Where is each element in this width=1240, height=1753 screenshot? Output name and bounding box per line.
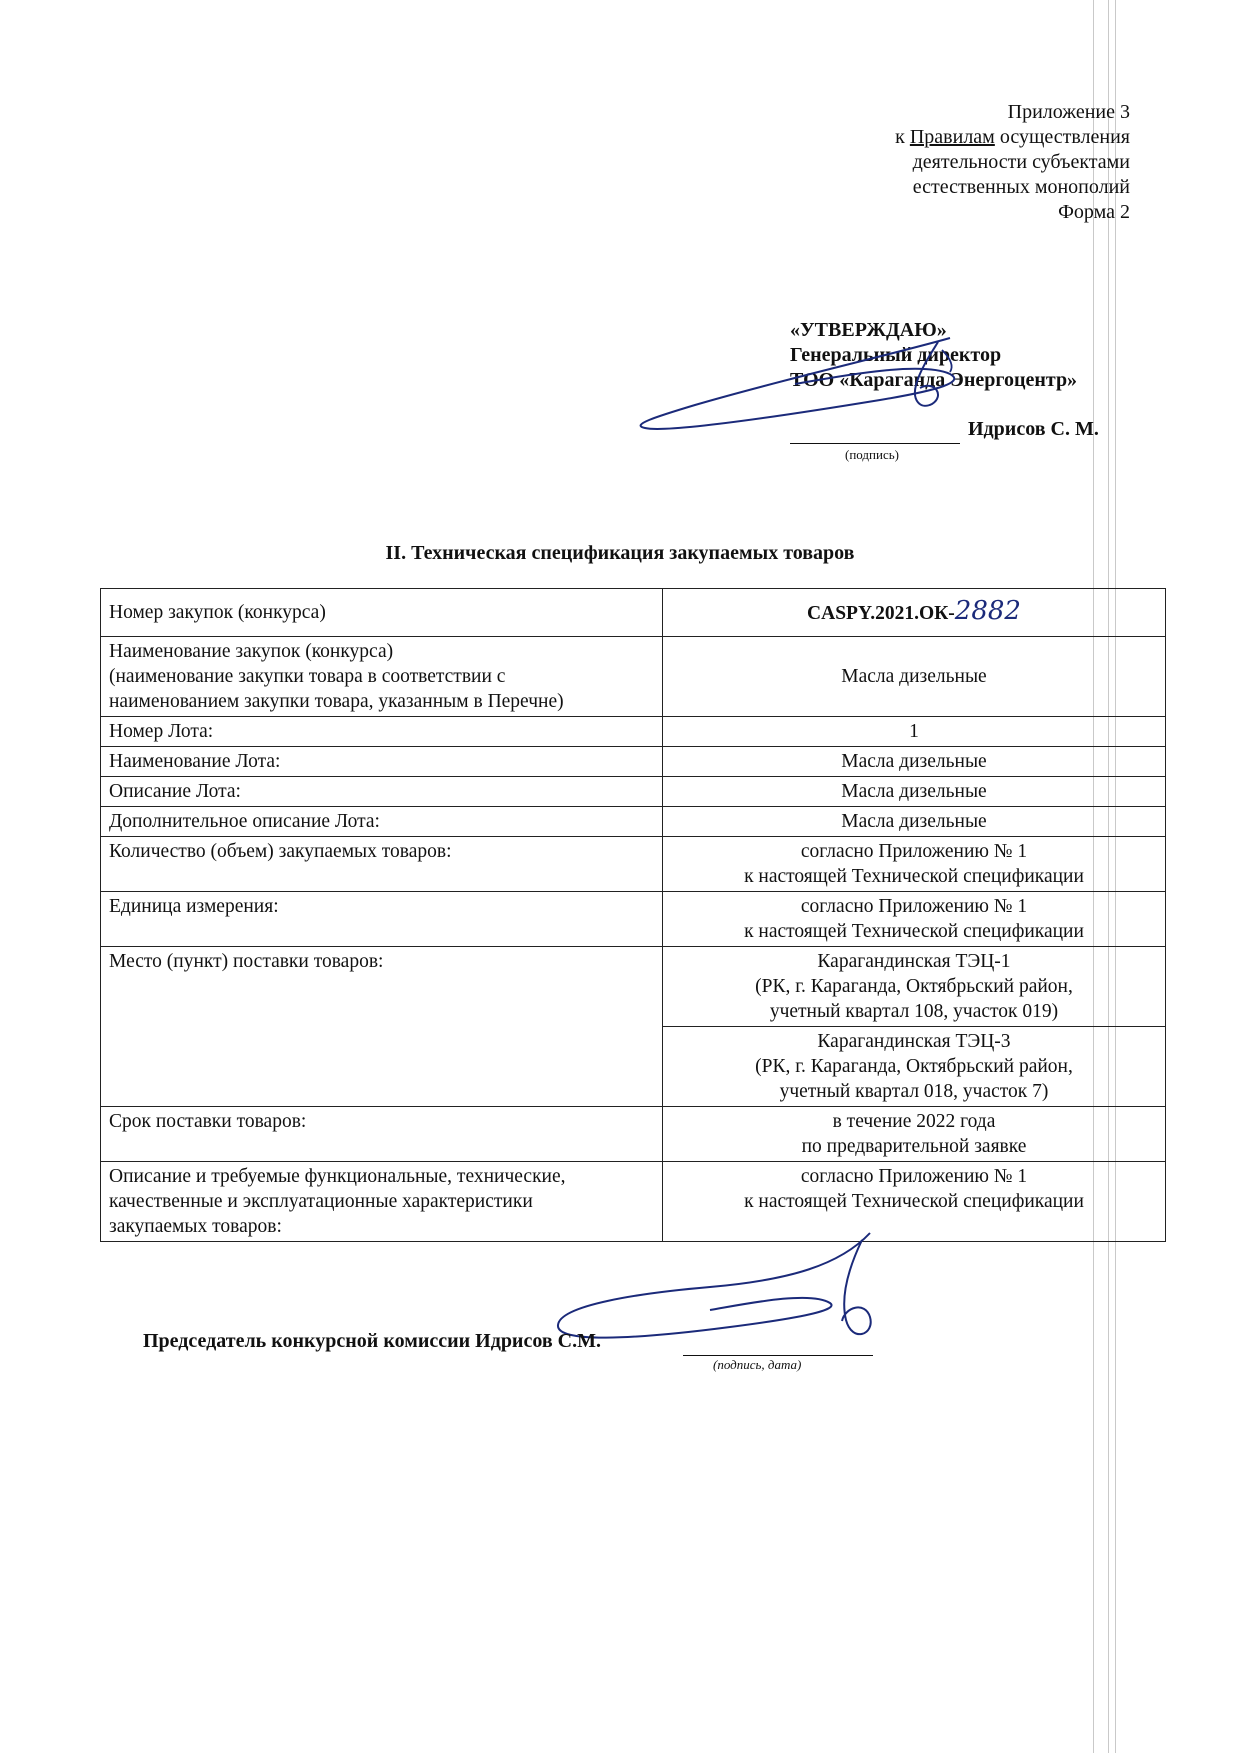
value-line: Карагандинская ТЭЦ-3 bbox=[817, 1031, 1011, 1052]
delivery-place-2 bbox=[663, 1027, 1166, 1107]
appendix-line-4: естественных монополий bbox=[912, 176, 1130, 198]
procurement-handwritten-number: 2882 bbox=[954, 596, 1021, 626]
table-row bbox=[101, 777, 1166, 807]
value-line: к настоящей Технической спецификации bbox=[744, 1191, 1084, 1212]
form-number: Форма 2 bbox=[1058, 201, 1130, 223]
row-value bbox=[663, 892, 1166, 947]
row-value bbox=[663, 837, 1166, 892]
value-line: согласно Приложению № 1 bbox=[800, 896, 1028, 917]
procurement-number bbox=[663, 589, 1166, 637]
table-row bbox=[101, 747, 1166, 777]
row-label: Описание Лота: bbox=[101, 777, 663, 807]
label-line: наименованием закупки товара, указанным в Перечне) bbox=[109, 691, 564, 712]
director-name: Идрисов С. М. bbox=[968, 418, 1099, 440]
chairman-line: Председатель конкурсной комиссии Идрисов С.М. bbox=[143, 1330, 601, 1352]
row-label: Наименование Лота: bbox=[101, 747, 663, 777]
value-line: к настоящей Технической спецификации bbox=[744, 866, 1084, 887]
row-value bbox=[663, 1107, 1166, 1162]
table-row bbox=[101, 637, 1166, 717]
value-line: учетный квартал 108, участок 019) bbox=[769, 1001, 1059, 1022]
appendix-line-1: Приложение 3 bbox=[1007, 101, 1130, 123]
value-line: согласно Приложению № 1 bbox=[800, 1166, 1028, 1187]
director-signature bbox=[620, 300, 1040, 450]
value-line: учетный квартал 018, участок 7) bbox=[779, 1081, 1049, 1102]
table-row bbox=[101, 717, 1166, 747]
row-label: Номер Лота: bbox=[101, 717, 663, 747]
table-row bbox=[101, 947, 1166, 1027]
row-label bbox=[101, 637, 663, 717]
appendix-header bbox=[895, 100, 1130, 225]
value-line: (РК, г. Караганда, Октябрьский район, bbox=[755, 1056, 1073, 1077]
appendix-line-3: деятельности субъектами bbox=[912, 151, 1130, 173]
specification-table bbox=[100, 588, 1166, 1242]
chairman-signature-line bbox=[683, 1330, 873, 1356]
appendix-line-2 bbox=[895, 125, 1130, 150]
row-value: Масла дизельные bbox=[663, 747, 1166, 777]
rules-link: Правилам bbox=[909, 126, 995, 148]
row-label: Дополнительное описание Лота: bbox=[101, 807, 663, 837]
row-label: Место (пункт) поставки товаров: bbox=[101, 947, 663, 1107]
approval-title: «УТВЕРЖДАЮ» bbox=[790, 319, 947, 341]
table-row bbox=[101, 589, 1166, 637]
label-line: Описание и требуемые функциональные, технические, bbox=[109, 1166, 566, 1187]
row-value: Масла дизельные bbox=[663, 807, 1166, 837]
row-value: Масла дизельные bbox=[663, 637, 1166, 717]
value-line: Карагандинская ТЭЦ-1 bbox=[817, 951, 1011, 972]
value-line: к настоящей Технической спецификации bbox=[744, 921, 1084, 942]
delivery-place-1 bbox=[663, 947, 1166, 1027]
value-line: согласно Приложению № 1 bbox=[800, 841, 1028, 862]
row-value: 1 bbox=[663, 717, 1166, 747]
section-title: II. Техническая спецификация закупаемых товаров bbox=[385, 542, 855, 564]
approval-company: ТОО «Караганда Энергоцентр» bbox=[790, 369, 1078, 391]
label-line: Наименование закупок (конкурса) bbox=[109, 641, 394, 662]
row-label: Срок поставки товаров: bbox=[101, 1107, 663, 1162]
table-row bbox=[101, 807, 1166, 837]
table-row bbox=[101, 837, 1166, 892]
chairman-signature-caption: (подпись, дата) bbox=[713, 1357, 802, 1372]
procurement-code: CASPY.2021.ОК- bbox=[807, 603, 955, 624]
label-line: (наименование закупки товара в соответствии с bbox=[109, 666, 506, 687]
approval-position: Генеральный директор bbox=[790, 344, 1002, 366]
label-line: закупаемых товаров: bbox=[109, 1216, 282, 1237]
row-value: Масла дизельные bbox=[663, 777, 1166, 807]
row-label: Единица измерения: bbox=[101, 892, 663, 947]
appendix-line-2-suffix: осуществления bbox=[994, 126, 1130, 148]
row-label: Количество (объем) закупаемых товаров: bbox=[101, 837, 663, 892]
value-line: по предварительной заявке bbox=[801, 1136, 1027, 1157]
row-label: Номер закупок (конкурса) bbox=[101, 589, 663, 637]
appendix-line-2-prefix: к bbox=[895, 126, 910, 148]
value-line: в течение 2022 года bbox=[832, 1111, 996, 1132]
table-row bbox=[101, 892, 1166, 947]
label-line: качественные и эксплуатационные характеристики bbox=[109, 1191, 533, 1212]
value-line: (РК, г. Караганда, Октябрьский район, bbox=[755, 976, 1073, 997]
table-row bbox=[101, 1107, 1166, 1162]
approval-signature-caption: (подпись) bbox=[845, 447, 899, 462]
